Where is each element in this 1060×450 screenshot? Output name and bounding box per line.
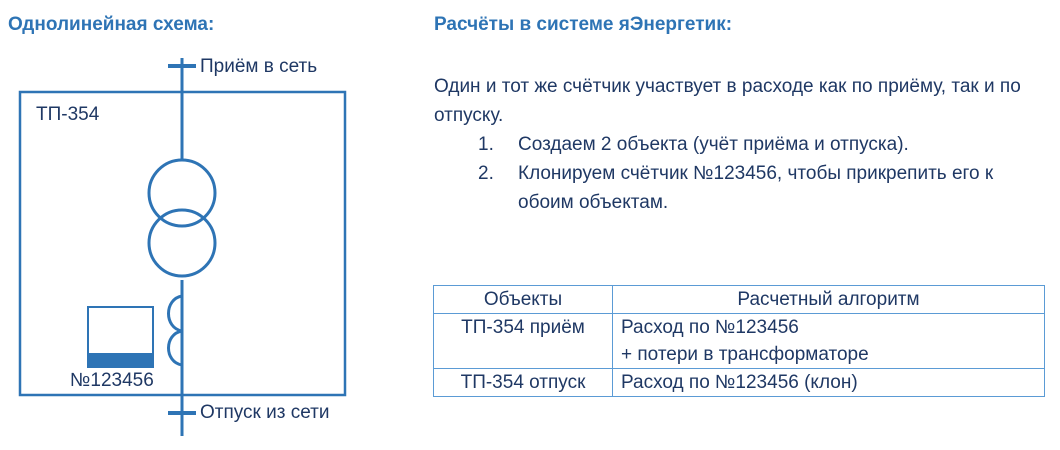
transformer-winding-lower xyxy=(149,210,215,276)
substation-label: ТП-354 xyxy=(36,104,100,125)
feed-in-label: Приём в сеть xyxy=(200,56,318,77)
steps-list xyxy=(478,130,1018,217)
meter-bar xyxy=(88,353,153,367)
calculation-table xyxy=(433,285,1045,397)
calculations-heading: Расчёты в системе яЭнергетик: xyxy=(434,14,733,35)
feed-out-label: Отпуск из сети xyxy=(200,402,330,423)
step-number: 2. xyxy=(478,163,494,184)
list-item xyxy=(478,159,1018,217)
current-transformer-coil xyxy=(169,296,183,365)
transformer-winding-upper xyxy=(149,160,215,226)
schematic-heading: Однолинейная схема: xyxy=(8,14,215,35)
object-cell: ТП-354 приём xyxy=(434,314,613,369)
meter-label: №123456 xyxy=(70,370,154,391)
algorithm-cell xyxy=(613,314,1045,369)
step-text: Создаем 2 объекта (учёт приёма и отпуска). xyxy=(518,134,909,155)
table-row xyxy=(434,369,1045,397)
column-header-algorithm: Расчетный алгоритм xyxy=(613,286,1045,314)
algorithm-line: + потери в трансформаторе xyxy=(621,344,869,365)
algorithm-line: Расход по №123456 (клон) xyxy=(621,372,858,393)
object-cell: ТП-354 отпуск xyxy=(434,369,613,397)
table-header-row xyxy=(434,286,1045,314)
list-item xyxy=(478,130,1018,159)
column-header-objects: Объекты xyxy=(434,286,613,314)
description-text: Один и тот же счётчик участвует в расходе как по приёму, так и по отпуску. xyxy=(434,76,1021,126)
algorithm-cell xyxy=(613,369,1045,397)
algorithm-line: Расход по №123456 xyxy=(621,317,799,338)
table-row xyxy=(434,314,1045,369)
step-text: Клонируем счётчик №123456, чтобы прикрепить его к обоим объектам. xyxy=(518,163,994,213)
step-number: 1. xyxy=(478,134,494,155)
